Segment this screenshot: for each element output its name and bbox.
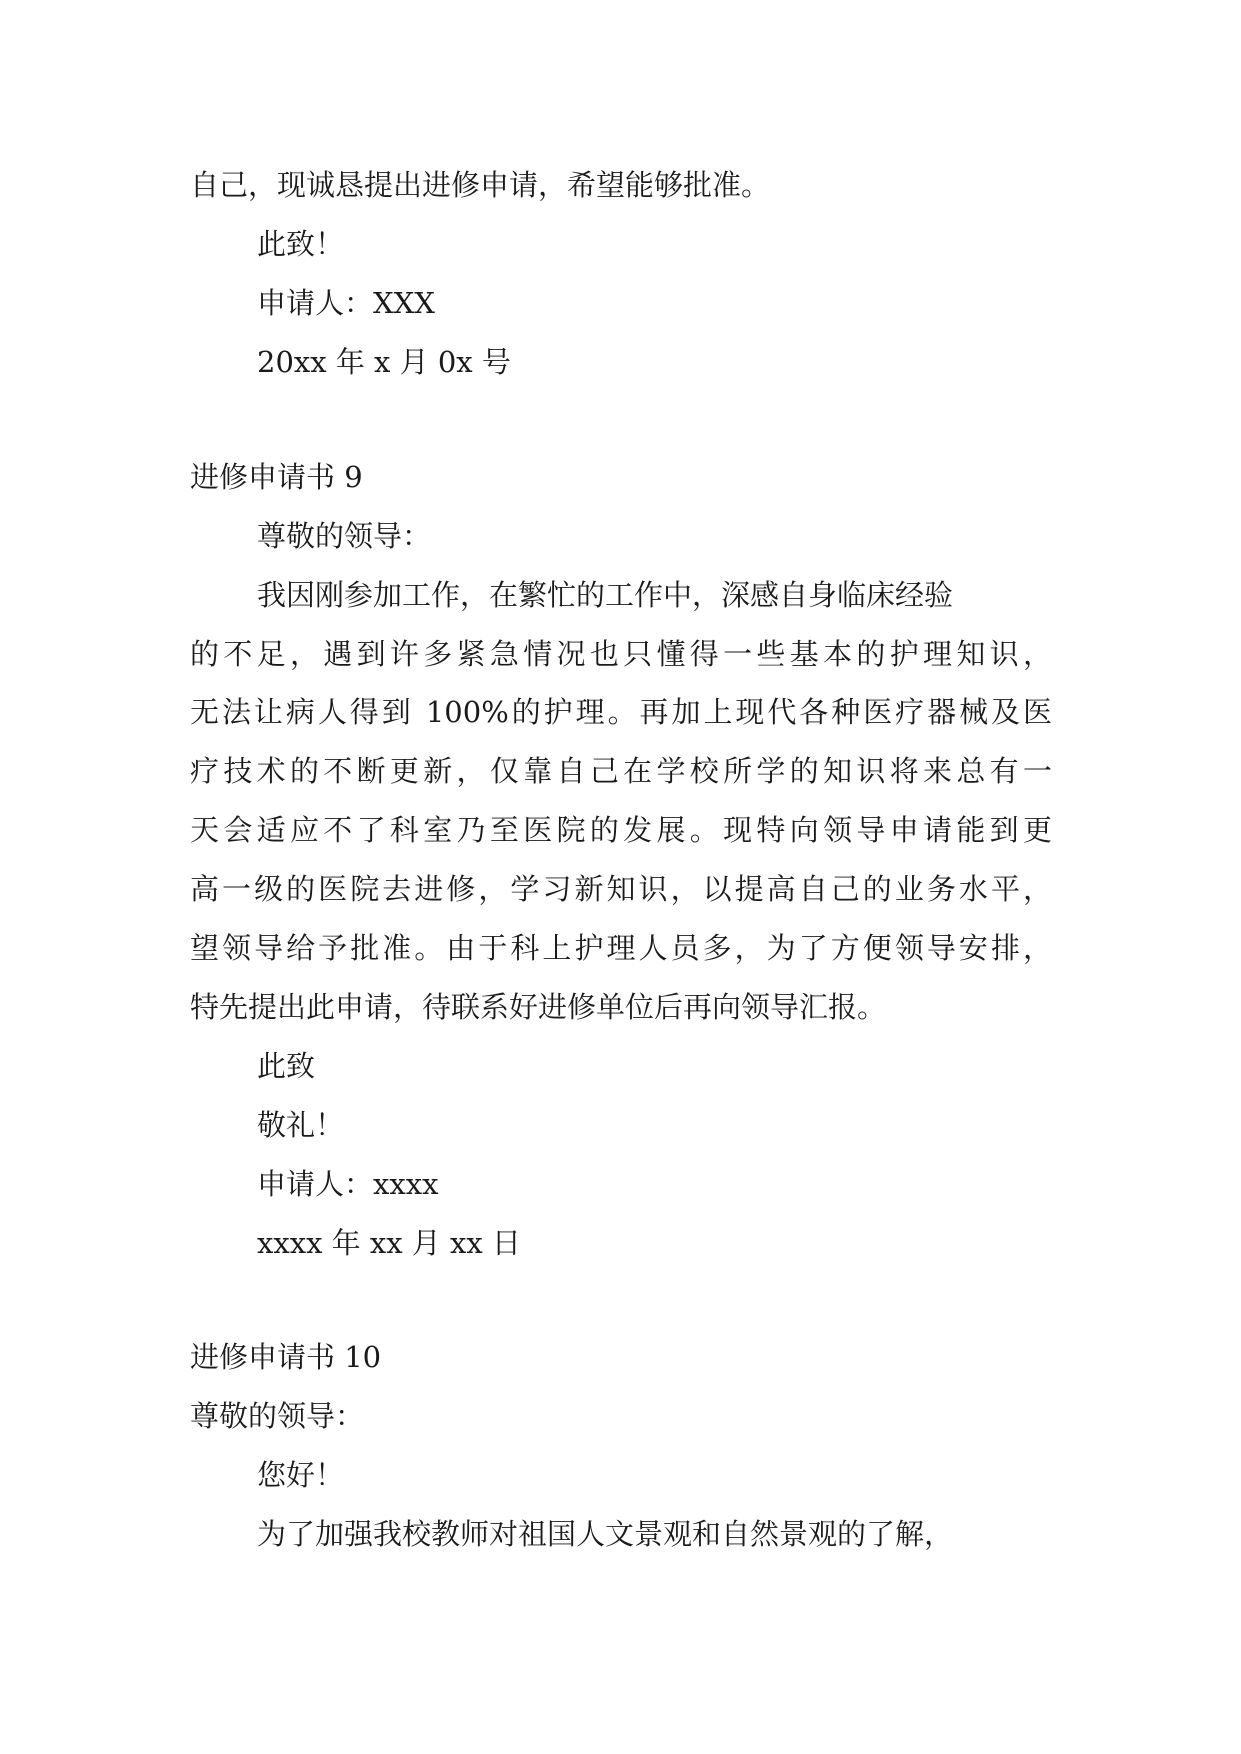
closing-paragraph-line: 自己，现诚恳提出进修申请，希望能够批准。 — [190, 168, 771, 202]
date-line: 20xx 年 x 月 0x 号 — [257, 345, 511, 379]
body-line: 特先提出此申请，待联系好进修单位后再向领导汇报。 — [190, 990, 887, 1024]
body-line: 我因刚参加工作，在繁忙的工作中，深感自身临床经验 — [257, 578, 954, 612]
hello-line: 您好！ — [257, 1458, 345, 1492]
body-line: 无法让病人得到 100%的护理。再加上现代各种医疗器械及医 — [190, 695, 1052, 729]
body-line: 疗技术的不断更新，仅靠自己在学校所学的知识将来总有一 — [190, 754, 1052, 788]
applicant-line: 申请人：XXX — [257, 286, 435, 320]
closing-salutation: 此致 — [257, 1049, 316, 1083]
greeting: 尊敬的领导： — [257, 519, 432, 553]
body-line: 的不足，遇到许多紧急情况也只懂得一些基本的护理知识， — [190, 637, 1052, 671]
date-line: xxxx 年 xx 月 xx 日 — [257, 1226, 521, 1260]
body-line: 高一级的医院去进修，学习新知识，以提高自己的业务水平， — [190, 872, 1052, 906]
section-title: 进修申请书 10 — [190, 1340, 382, 1374]
closing-regards: 敬礼！ — [257, 1108, 345, 1142]
salutation: 此致！ — [257, 227, 345, 261]
body-line: 望领导给予批准。由于科上护理人员多，为了方便领导安排， — [190, 931, 1052, 965]
body-line: 天会适应不了科室乃至医院的发展。现特向领导申请能到更 — [190, 813, 1052, 847]
greeting: 尊敬的领导： — [190, 1399, 365, 1433]
section-title: 进修申请书 9 — [190, 460, 363, 494]
body-line: 为了加强我校教师对祖国人文景观和自然景观的了解， — [257, 1517, 954, 1551]
applicant-line: 申请人：xxxx — [257, 1167, 439, 1201]
